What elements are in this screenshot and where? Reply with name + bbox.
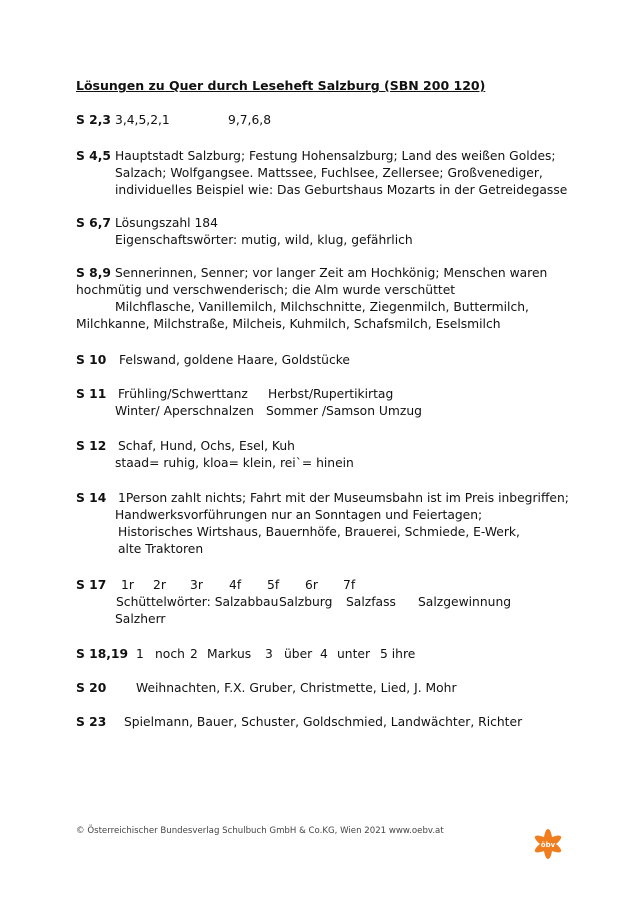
answer-item: Salzgewinnung — [418, 595, 512, 609]
answer-line: Eigenschaftswörter: mutig, wild, klug, gefährlich — [115, 233, 413, 247]
answer-item: 5f — [267, 578, 280, 592]
answer-item: 1r — [121, 578, 134, 592]
answer-line: Historisches Wirtshaus, Bauernhöfe, Brauerei, Schmiede, E-Werk, — [118, 525, 520, 539]
answer-item: über — [284, 647, 313, 661]
answer-item: Salzherr — [115, 612, 166, 626]
answer-line: Winter/ Aperschnalzen — [115, 404, 254, 418]
answer-item: 4f — [229, 578, 242, 592]
answer-line: Herbst/Rupertikirtag — [268, 387, 394, 401]
section-label: S 12 — [76, 439, 107, 453]
answer-line: Milchflasche, Vanillemilch, Milchschnitte, Ziegenmilch, Buttermilch, — [115, 300, 529, 314]
answer-item: 2r — [153, 578, 166, 592]
answer-line: Salzach; Wolfgangsee. Mattssee, Fuchlsee, Zellersee; Großvenediger, — [115, 166, 543, 180]
answer-line: Handwerksvorführungen nur an Sonntagen und Feiertagen; — [115, 508, 483, 522]
answer-item: Schüttelwörter: Salzabbau — [116, 595, 279, 609]
section-label: S 8,9 — [76, 266, 111, 280]
answer-item: unter — [337, 647, 371, 661]
answer-item: noch — [155, 647, 185, 661]
answer-line: 9,7,6,8 — [228, 113, 272, 127]
section-label: S 2,3 — [76, 113, 111, 127]
section-label: S 20 — [76, 681, 107, 695]
answer-line: Lösungszahl 184 — [115, 216, 218, 230]
answer-line: 3,4,5,2,1 — [115, 113, 170, 127]
logo-text: öbv — [540, 840, 556, 849]
section-label: S 17 — [76, 578, 107, 592]
section-label: S 10 — [76, 353, 107, 367]
answer-line: Felswand, goldene Haare, Goldstücke — [119, 353, 350, 367]
section-label: S 23 — [76, 715, 107, 729]
answer-line: Schaf, Hund, Ochs, Esel, Kuh — [118, 439, 295, 453]
copyright-footer: © Österreichischer Bundesverlag Schulbuch GmbH & Co.KG, Wien 2021 www.oebv.at — [76, 826, 444, 836]
answer-item: 5 ihre — [380, 647, 416, 661]
section-label: S 6,7 — [76, 216, 111, 230]
answer-item: Salzburg — [279, 595, 333, 609]
section-label: S 11 — [76, 387, 107, 401]
answer-item: 3 — [265, 647, 273, 661]
answer-item: 7f — [343, 578, 356, 592]
answer-line: Milchkanne, Milchstraße, Milcheis, Kuhmilch, Schafsmilch, Eselsmilch — [76, 317, 501, 331]
answer-line: Hauptstadt Salzburg; Festung Hohensalzburg; Land des weißen Goldes; — [115, 149, 556, 163]
answer-item: 2 — [190, 647, 198, 661]
page-title: Lösungen zu Quer durch Leseheft Salzburg (SBN 200 120) — [76, 78, 486, 93]
answer-item: 4 — [320, 647, 328, 661]
section-label: S 14 — [76, 491, 107, 505]
answer-item: 1 — [136, 647, 144, 661]
answer-line: Spielmann, Bauer, Schuster, Goldschmied, Landwächter, Richter — [124, 715, 523, 729]
answer-item: Salzfass — [346, 595, 396, 609]
answer-line: individuelles Beispiel wie: Das Geburtshaus Mozarts in der Getreidegasse — [115, 183, 568, 197]
answer-item: 3r — [190, 578, 203, 592]
answer-line: Sommer /Samson Umzug — [266, 404, 422, 418]
answer-item: Markus — [207, 647, 252, 661]
oebv-logo — [530, 826, 566, 862]
answer-line: alte Traktoren — [118, 542, 204, 556]
answer-line: hochmütig und verschwenderisch; die Alm wurde verschüttet — [76, 283, 456, 297]
answer-line: staad= ruhig, kloa= klein, rei`= hinein — [115, 456, 354, 470]
section-label: S 4,5 — [76, 149, 111, 163]
section-label: S 18,19 — [76, 647, 129, 661]
answer-item: 6r — [305, 578, 318, 592]
answer-line: Weihnachten, F.X. Gruber, Christmette, Lied, J. Mohr — [136, 681, 457, 695]
answer-line: Frühling/Schwerttanz — [118, 387, 248, 401]
answer-line: Sennerinnen, Senner; vor langer Zeit am Hochkönig; Menschen waren — [115, 266, 548, 280]
answer-line: 1Person zahlt nichts; Fahrt mit der Museumsbahn ist im Preis inbegriffen; — [118, 491, 569, 505]
